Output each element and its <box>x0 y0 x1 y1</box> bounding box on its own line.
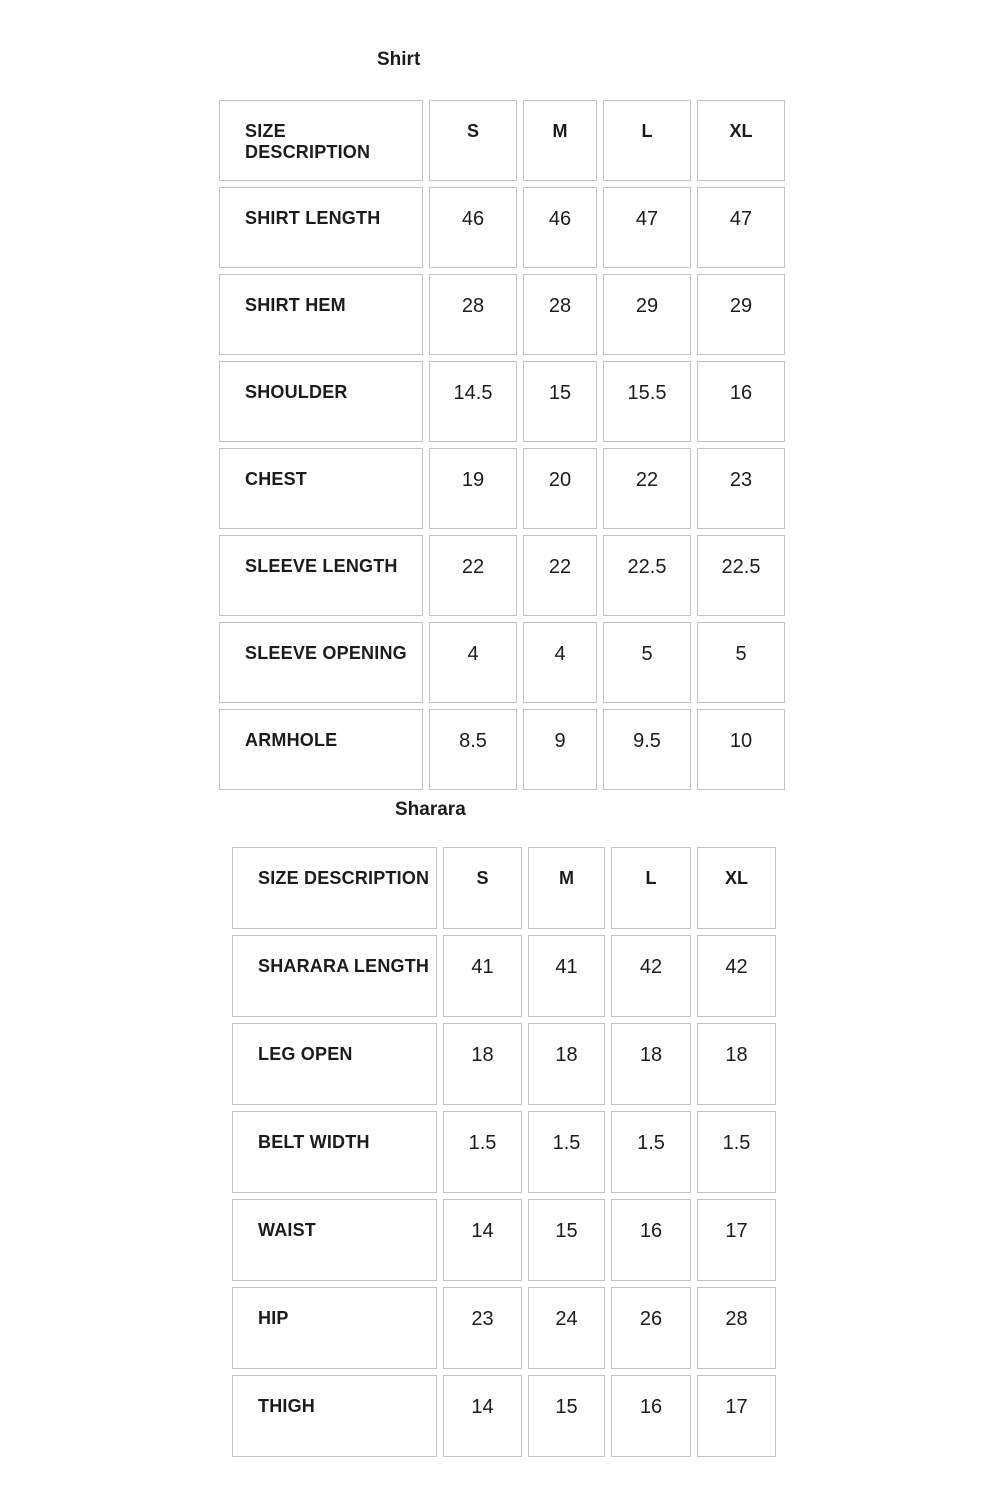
header-cell-size-description: SIZE DESCRIPTION <box>219 100 423 181</box>
cell-thigh-s: 14 <box>443 1375 522 1457</box>
row-label-shoulder: SHOULDER <box>219 361 423 442</box>
row-label-shirt-hem: SHIRT HEM <box>219 274 423 355</box>
cell-leg-open-m: 18 <box>528 1023 605 1105</box>
table-title-shirt: Shirt <box>377 49 421 70</box>
header-cell-l: L <box>611 847 691 929</box>
cell-thigh-l: 16 <box>611 1375 691 1457</box>
row-label-sleeve-length: SLEEVE LENGTH <box>219 535 423 616</box>
cell-hip-s: 23 <box>443 1287 522 1369</box>
row-label-shirt-length: SHIRT LENGTH <box>219 187 423 268</box>
cell-belt-width-s: 1.5 <box>443 1111 522 1193</box>
row-label-waist: WAIST <box>232 1199 437 1281</box>
cell-shirt-hem-s: 28 <box>429 274 517 355</box>
cell-armhole-l: 9.5 <box>603 709 691 790</box>
cell-shirt-hem-xl: 29 <box>697 274 785 355</box>
cell-waist-m: 15 <box>528 1199 605 1281</box>
cell-shirt-length-s: 46 <box>429 187 517 268</box>
shirt-size-table <box>219 100 785 790</box>
cell-sleeve-opening-m: 4 <box>523 622 597 703</box>
cell-thigh-xl: 17 <box>697 1375 776 1457</box>
cell-shoulder-s: 14.5 <box>429 361 517 442</box>
cell-armhole-m: 9 <box>523 709 597 790</box>
sharara-size-table <box>232 847 776 1457</box>
cell-sleeve-length-xl: 22.5 <box>697 535 785 616</box>
cell-shirt-hem-l: 29 <box>603 274 691 355</box>
cell-shirt-length-m: 46 <box>523 187 597 268</box>
header-cell-m: M <box>523 100 597 181</box>
header-cell-m: M <box>528 847 605 929</box>
cell-hip-l: 26 <box>611 1287 691 1369</box>
cell-belt-width-m: 1.5 <box>528 1111 605 1193</box>
cell-waist-xl: 17 <box>697 1199 776 1281</box>
cell-thigh-m: 15 <box>528 1375 605 1457</box>
cell-belt-width-l: 1.5 <box>611 1111 691 1193</box>
cell-leg-open-l: 18 <box>611 1023 691 1105</box>
cell-waist-s: 14 <box>443 1199 522 1281</box>
cell-sleeve-opening-l: 5 <box>603 622 691 703</box>
cell-shoulder-xl: 16 <box>697 361 785 442</box>
cell-sharara-length-l: 42 <box>611 935 691 1017</box>
cell-sleeve-opening-s: 4 <box>429 622 517 703</box>
cell-belt-width-xl: 1.5 <box>697 1111 776 1193</box>
cell-sleeve-opening-xl: 5 <box>697 622 785 703</box>
cell-armhole-xl: 10 <box>697 709 785 790</box>
cell-shirt-length-l: 47 <box>603 187 691 268</box>
cell-sleeve-length-s: 22 <box>429 535 517 616</box>
cell-shirt-hem-m: 28 <box>523 274 597 355</box>
cell-leg-open-xl: 18 <box>697 1023 776 1105</box>
header-cell-xl: XL <box>697 847 776 929</box>
row-label-armhole: ARMHOLE <box>219 709 423 790</box>
cell-hip-m: 24 <box>528 1287 605 1369</box>
row-label-sharara-length: SHARARA LENGTH <box>232 935 437 1017</box>
cell-armhole-s: 8.5 <box>429 709 517 790</box>
cell-shoulder-l: 15.5 <box>603 361 691 442</box>
cell-sleeve-length-l: 22.5 <box>603 535 691 616</box>
header-cell-s: S <box>429 100 517 181</box>
cell-shirt-length-xl: 47 <box>697 187 785 268</box>
row-label-leg-open: LEG OPEN <box>232 1023 437 1105</box>
cell-sharara-length-m: 41 <box>528 935 605 1017</box>
header-cell-xl: XL <box>697 100 785 181</box>
row-label-belt-width: BELT WIDTH <box>232 1111 437 1193</box>
header-cell-l: L <box>603 100 691 181</box>
cell-sharara-length-s: 41 <box>443 935 522 1017</box>
cell-chest-s: 19 <box>429 448 517 529</box>
cell-shoulder-m: 15 <box>523 361 597 442</box>
header-cell-s: S <box>443 847 522 929</box>
cell-sleeve-length-m: 22 <box>523 535 597 616</box>
row-label-thigh: THIGH <box>232 1375 437 1457</box>
row-label-sleeve-opening: SLEEVE OPENING <box>219 622 423 703</box>
cell-leg-open-s: 18 <box>443 1023 522 1105</box>
row-label-hip: HIP <box>232 1287 437 1369</box>
cell-hip-xl: 28 <box>697 1287 776 1369</box>
cell-sharara-length-xl: 42 <box>697 935 776 1017</box>
cell-chest-m: 20 <box>523 448 597 529</box>
cell-chest-xl: 23 <box>697 448 785 529</box>
cell-chest-l: 22 <box>603 448 691 529</box>
header-cell-size-description: SIZE DESCRIPTION <box>232 847 437 929</box>
cell-waist-l: 16 <box>611 1199 691 1281</box>
table-title-sharara: Sharara <box>395 799 466 820</box>
row-label-chest: CHEST <box>219 448 423 529</box>
